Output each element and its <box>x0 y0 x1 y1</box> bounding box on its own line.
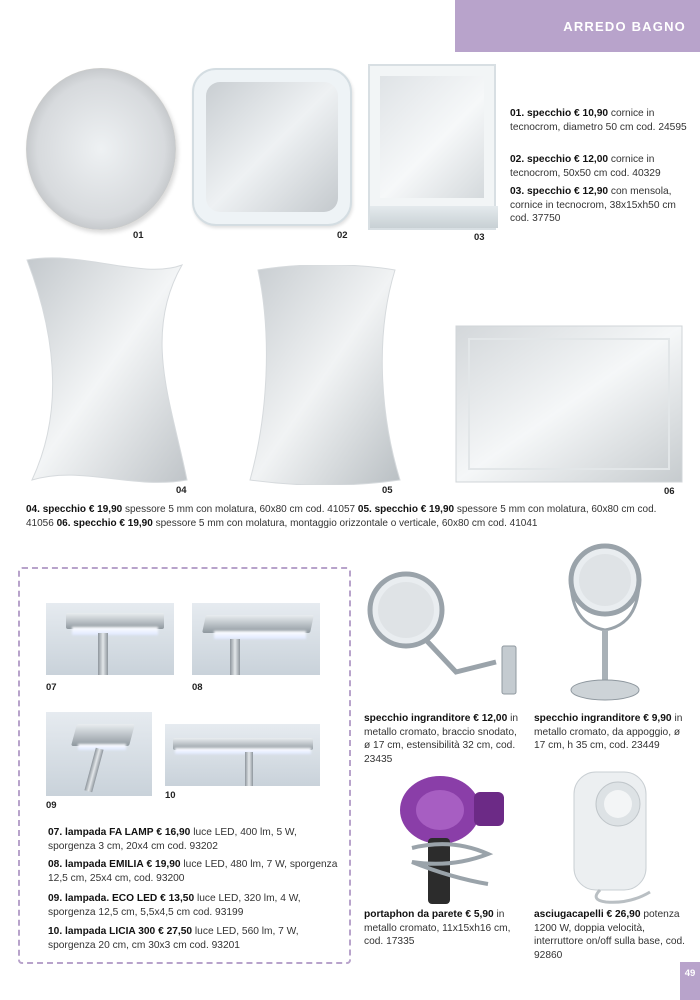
product-description: specchio ingranditore € 9,90 in metallo cromato, da appoggio, ø 17 cm, h 35 cm, cod. 23449 <box>534 713 683 751</box>
magnifying-mirror-stand-image <box>560 534 650 706</box>
item-number: 04 <box>176 485 187 496</box>
mirror-rectangular-image <box>455 325 685 485</box>
product-description: specchio ingranditore € 12,00 in metallo cromato, braccio snodato, ø 17 cm, estensibilità 32 cm, cod. 23435 <box>364 713 519 765</box>
mirror-arched-image <box>240 265 410 485</box>
item-number: 08 <box>192 682 203 693</box>
product-description: 08. lampada EMILIA € 19,90 luce LED, 480 lm, 7 W, sporgenza 12,5 cm, 25x4 cm, cod. 93200 <box>48 859 338 884</box>
product-description: 09. lampada. ECO LED € 13,50 luce LED, 320 lm, 4 W, sporgenza 12,5 cm, 5,5x4,5 cm cod. 93199 <box>48 893 301 918</box>
lamp-09-image <box>46 712 152 796</box>
product-description: 04. specchio € 19,90 spessore 5 mm con molatura, 60x80 cm cod. 41057 05. specchio € 19,90 spessore 5 mm con molatura, 60x80 cm cod. 41056 06. specchio € 19,90 spessore 5 mm con molatura, montaggio orizzontale o verticale, 60x80 cm cod. 41041 <box>26 504 657 529</box>
section-title: ARREDO BAGNO <box>563 18 686 34</box>
product-description: portaphon da parete € 5,90 in metallo cromato, 11x15xh16 cm, cod. 17335 <box>364 909 511 947</box>
hairdryer-holder-image <box>392 768 510 908</box>
item-number: 10 <box>165 790 176 801</box>
item-number: 09 <box>46 800 57 811</box>
item-number: 07 <box>46 682 57 693</box>
mirror-shelf-image <box>368 64 496 230</box>
item-number: 02 <box>337 230 348 241</box>
item-number: 01 <box>133 230 144 241</box>
product-description: 10. lampada LICIA 300 € 27,50 luce LED, 560 lm, 7 W, sporgenza 20 cm, cm 30x3 cm cod. 93201 <box>48 926 299 951</box>
lamp-07-image <box>46 603 174 675</box>
item-number: 05 <box>382 485 393 496</box>
product-description: 01. specchio € 10,90 cornice in tecnocrom, diametro 50 cm cod. 24595 <box>510 108 687 133</box>
product-description: 02. specchio € 12,00 cornice in tecnocrom, 50x50 cm cod. 40329 <box>510 154 661 179</box>
product-description: asciugacapelli € 26,90 potenza 1200 W, doppia velocità, interruttore on/off sulla base, cod. 92860 <box>534 909 686 961</box>
lamp-08-image <box>192 603 320 675</box>
product-description: 07. lampada FA LAMP € 16,90 luce LED, 400 lm, 5 W, sporgenza 3 cm, 20x4 cm cod. 93202 <box>48 827 297 852</box>
product-description: 03. specchio € 12,90 con mensola, cornice in tecnocrom, 38x15xh50 cm cod. 37750 <box>510 186 676 224</box>
mirror-round-image <box>26 68 176 230</box>
item-number: 03 <box>474 232 485 243</box>
lamp-10-image <box>165 724 320 786</box>
hairdryer-wall-image <box>560 766 670 906</box>
section-header <box>455 0 700 52</box>
magnifying-mirror-wall-image <box>366 562 526 702</box>
item-number: 06 <box>664 486 675 497</box>
page-number: 49 <box>680 962 700 1000</box>
mirror-square-image <box>192 68 352 226</box>
mirror-wave-image <box>22 255 192 485</box>
